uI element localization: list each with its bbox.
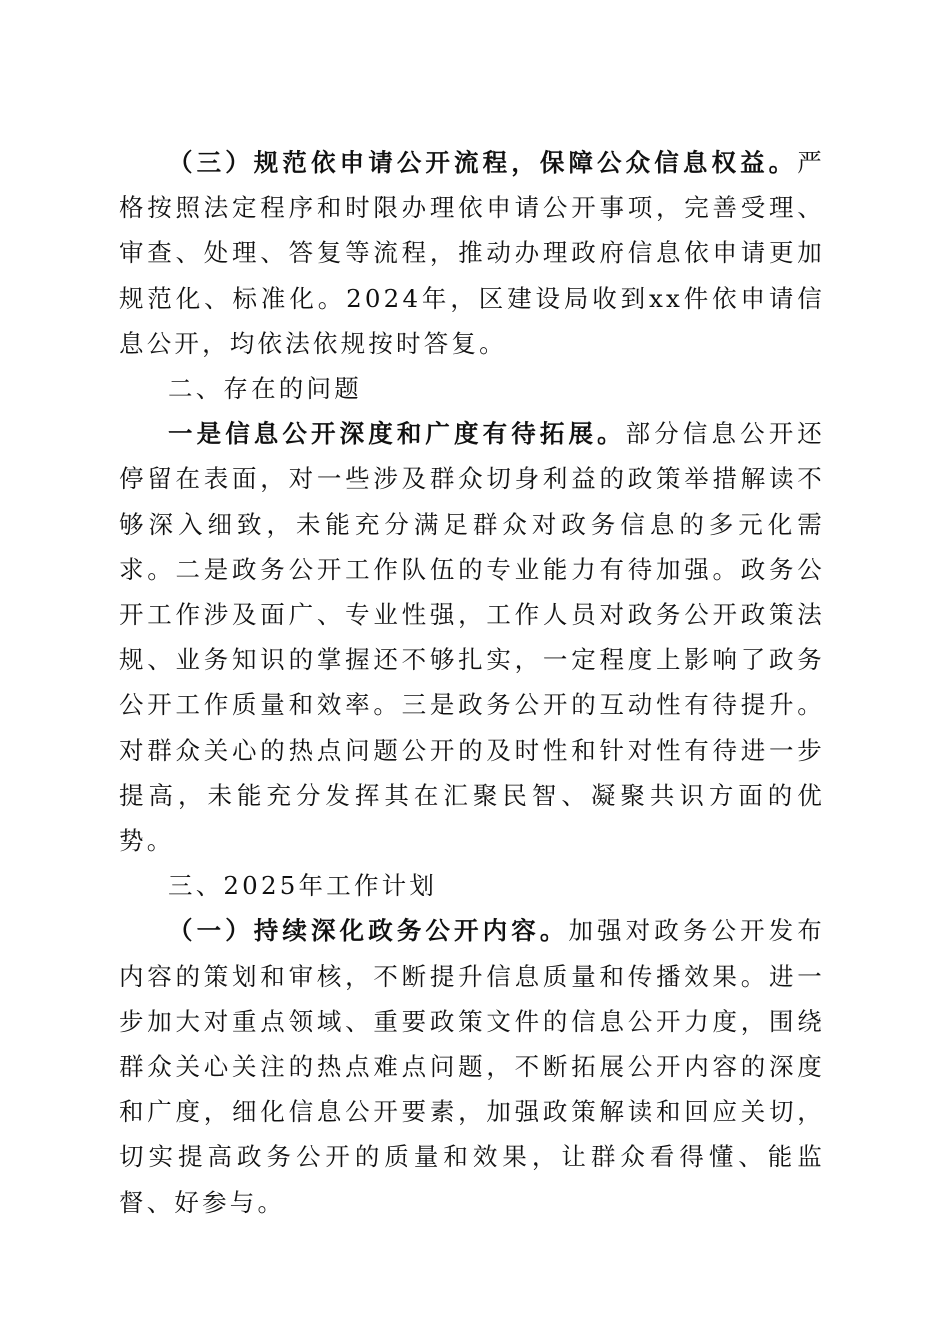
paragraph-plan-1 [119,908,825,1224]
paragraph-text: 部分信息公开还停留在表面，对一些涉及群众切身利益的政策举措解读不够深入细致，未能充分满足群众对政务信息的多元化需求。二是政务公开工作队伍的专业能力有待加强。政务公开工作涉及面广、专业性强，工作人员对政务公开政策法规、业务知识的掌握还不够扎实，一定程度上影响了政务公开工作质量和效率。三是政务公开的互动性有待提升。对群众关心的热点问题公开的及时性和针对性有待进一步提高，未能充分发挥其在汇聚民智、凝聚共识方面的优势。 [119,419,825,856]
paragraph-section-3-3 [119,140,825,366]
paragraph-lead: （三）规范依申请公开流程，保障公众信息权益。 [168,148,798,177]
document-body [119,140,825,1225]
paragraph-text: 严格按照法定程序和时限办理依申请公开事项，完善受理、审查、处理、答复等流程，推动办理政府信息依申请更加规范化、标准化。2024年，区建设局收到xx件依申请信息公开，均依法依规按时答复。 [119,148,825,358]
paragraph-text: 加强对政务公开发布内容的策划和审核，不断提升信息质量和传播效果。进一步加大对重点领域、重要政策文件的信息公开力度，围绕群众关心关注的热点难点问题，不断拓展公开内容的深度和广度，细化信息公开要素，加强政策解读和回应关切，切实提高政务公开的质量和效果，让群众看得懂、能监督、好参与。 [119,916,825,1217]
paragraph-lead: 一是信息公开深度和广度有待拓展。 [168,419,626,449]
paragraph-lead: （一）持续深化政务公开内容。 [168,916,569,946]
section-heading-plan: 三、2025年工作计划 [168,871,438,901]
section-heading-problems: 二、存在的问题 [168,374,362,404]
paragraph-problems [119,411,825,863]
